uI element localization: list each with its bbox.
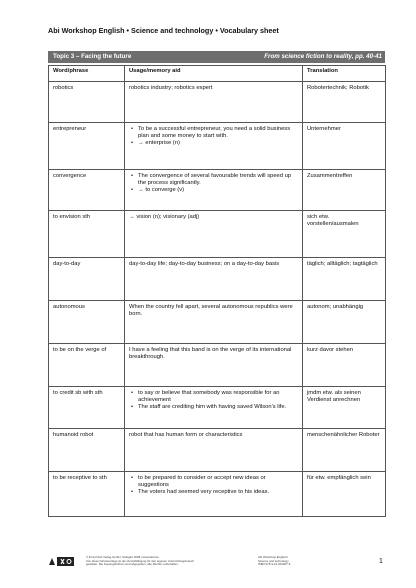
table-row	[49, 123, 386, 170]
translation-cell: jmdm etw. als seinen Verdienst anrechnen	[303, 387, 386, 429]
table-row	[49, 301, 386, 344]
column-header-translation: Translation	[303, 66, 386, 82]
copyright-line: © Ernst Klett Verlag GmbH, Stuttgart 2008 | www.klett.de	[86, 555, 159, 559]
translation-cell: täglich; alltäglich; tagtäglich	[303, 258, 386, 301]
usage-bullet: • to say or believe that somebody was responsible for an achievement	[138, 390, 298, 404]
table-row	[49, 387, 386, 429]
translation-cell: Zusammentreffen	[303, 170, 386, 211]
usage-bullet: • → enterprise (n)	[138, 140, 298, 147]
word-cell: convergence	[49, 170, 125, 211]
word-cell: autonomous	[49, 301, 125, 344]
table-row	[49, 429, 386, 472]
table-header-row	[49, 66, 386, 82]
book-info-line: Abi Workshop Englisch	[258, 555, 288, 559]
table-row	[49, 211, 386, 258]
word-cell: humanoid robot	[49, 429, 125, 472]
publisher-logo-icon	[48, 557, 74, 566]
usage-bullet: • to be prepared to consider or accept new ideas or suggestions	[138, 475, 298, 489]
word-cell: to credit sb with sth	[49, 387, 125, 429]
translation-cell: kurz davor stehen	[303, 344, 386, 387]
usage-bullet: • The voters had seemed very receptive to his ideas.	[138, 489, 298, 496]
copyright-line: gestattet. Die Kopiergebühren sind abgegolten. Alle Rechte vorbehalten.	[86, 562, 179, 567]
usage-cell	[125, 472, 303, 517]
book-info-line: ISBN 978-3-12-601007-6	[258, 562, 291, 567]
usage-bullet: • To be a successful entrepreneur, you need a solid business plan and some money to start with.	[138, 126, 298, 140]
usage-bullet: • The staff are crediting him with having saved Wilson's life.	[138, 404, 298, 411]
word-cell: day-to-day	[49, 258, 125, 301]
usage-cell: robot that has human form or characteristics	[125, 429, 303, 472]
topic-source: From science fiction to reality, pp. 40-41	[264, 53, 382, 60]
topic-title: Topic 3 – Facing the future	[53, 53, 132, 60]
book-info-line: Science and technology	[258, 558, 289, 563]
table-row	[49, 82, 386, 123]
table-row	[49, 344, 386, 387]
document-title: Abi Workshop English • Science and technology • Vocabulary sheet	[48, 26, 279, 35]
copyright-notice	[86, 556, 236, 567]
usage-cell	[125, 123, 303, 170]
word-cell: to be on the verge of	[49, 344, 125, 387]
usage-cell: robotics industry; robotics expert	[125, 82, 303, 123]
usage-bullet: • → to converge (v)	[138, 187, 298, 194]
table-row	[49, 170, 386, 211]
translation-cell: für etw. empfänglich sein	[303, 472, 386, 517]
word-cell: entrepreneur	[49, 123, 125, 170]
translation-cell: autonom; unabhängig	[303, 301, 386, 344]
table-row	[49, 258, 386, 301]
usage-cell: → vision (n); visionary (adj)	[125, 211, 303, 258]
book-info	[258, 556, 338, 567]
translation-cell: menschenähnlicher Roboter	[303, 429, 386, 472]
usage-cell	[125, 170, 303, 211]
translation-cell: sich etw. vorstellen/ausmalen	[303, 211, 386, 258]
word-cell: to envision sth	[49, 211, 125, 258]
vocabulary-table	[48, 65, 386, 517]
usage-bullet: • The convergence of several favourable trends will speed up the process significantly.	[138, 173, 298, 187]
translation-cell: Robotertechnik; Robotik	[303, 82, 386, 123]
word-cell: to be receptive to sth	[49, 472, 125, 517]
page-number: 1	[379, 558, 383, 565]
usage-cell: I have a feeling that this band is on the verge of its international breakthrough.	[125, 344, 303, 387]
word-cell: robotics	[49, 82, 125, 123]
copyright-line: Von dieser Druckvorlage ist die Vervielfältigung für den eigenen Unterrichtsgebrauch	[86, 558, 194, 563]
topic-bar	[48, 51, 385, 63]
usage-cell: When the country fell apart, several autonomous republics were born.	[125, 301, 303, 344]
usage-cell	[125, 387, 303, 429]
usage-cell: day-to-day life; day-to-day business; on a day-to-day basis	[125, 258, 303, 301]
table-row	[49, 472, 386, 517]
column-header-usage: Usage/memory aid	[125, 66, 303, 82]
column-header-word: Word/phrase	[49, 66, 125, 82]
translation-cell: Unternehmer	[303, 123, 386, 170]
